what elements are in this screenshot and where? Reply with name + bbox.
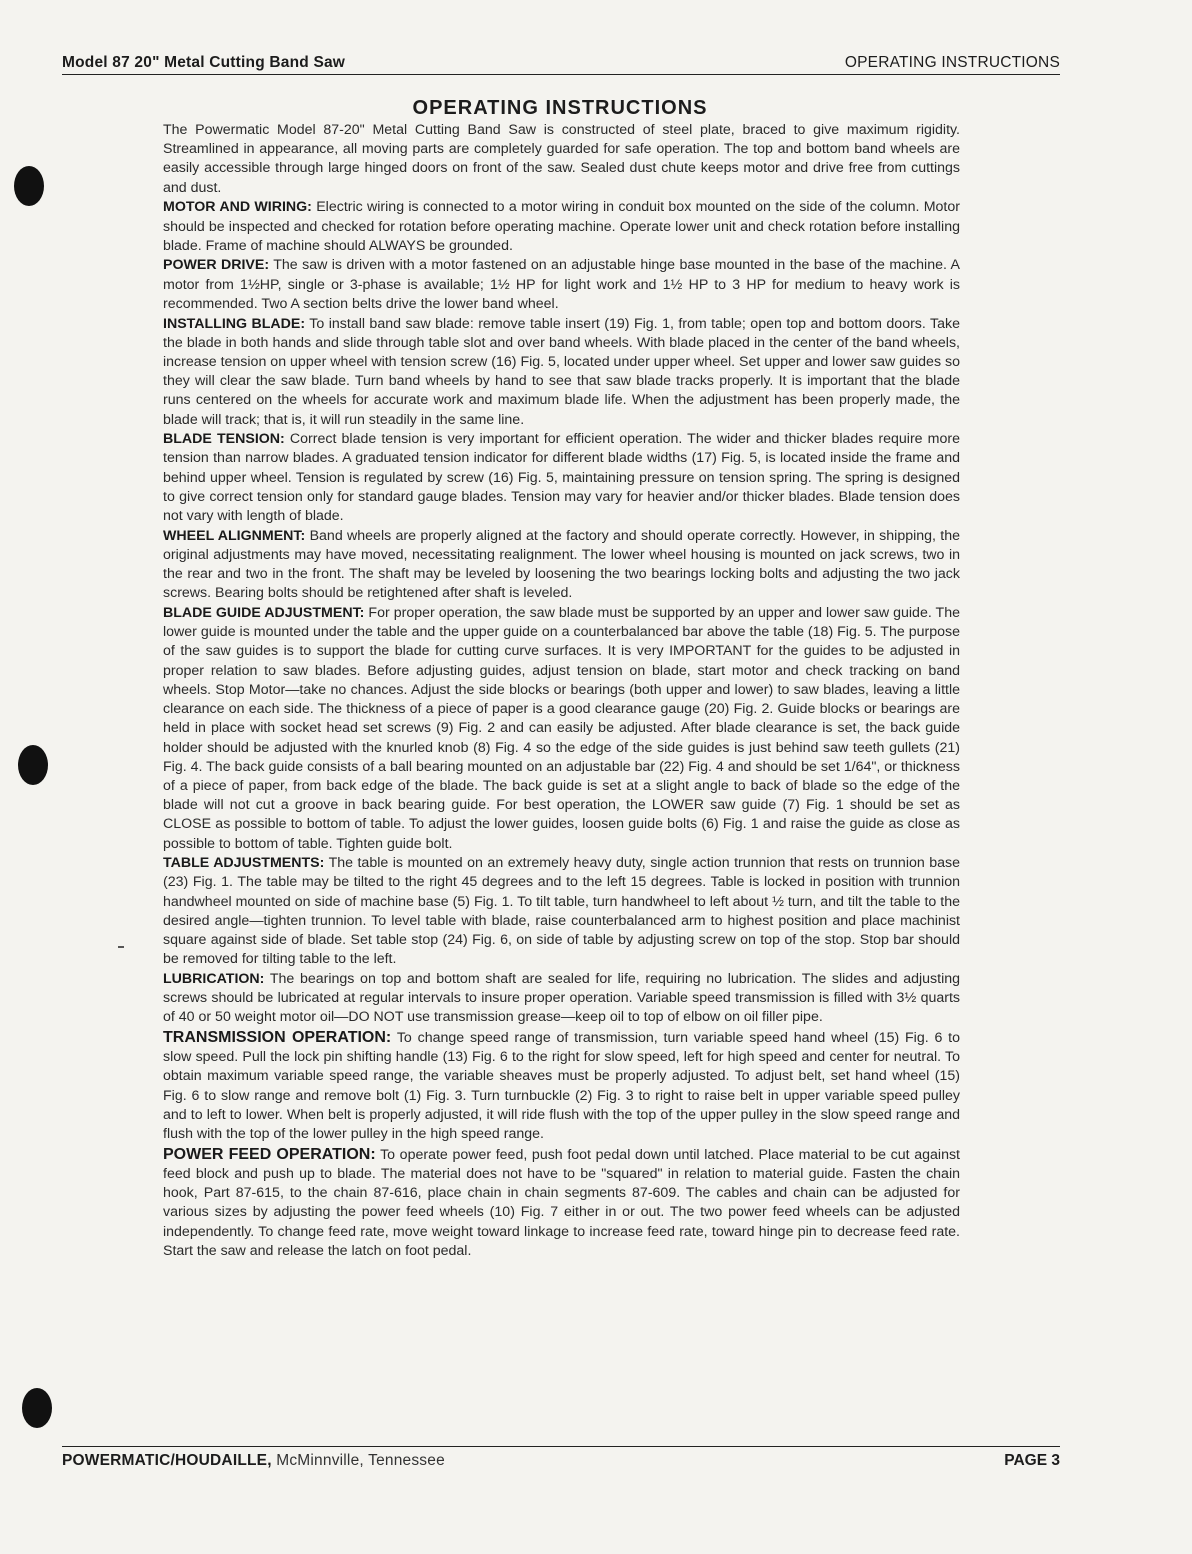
footer-rule: [62, 1446, 1060, 1447]
section-lubrication: [163, 970, 960, 1028]
footer-company: [62, 1452, 445, 1470]
section-heading: INSTALLING BLADE:: [163, 315, 306, 332]
intro-paragraph: The Powermatic Model 87-20" Metal Cutting Band Saw is constructed of steel plate, braced to give maximum rigidity. Streamlined in appearance, all moving parts are completely guarded for safe operation. The top and bottom band wheels are easily accessible through large hinged doors on front of the saw. Sealed dust chute keeps motor and drive free from cuttings and dust.: [163, 122, 960, 196]
section-text: The table is mounted on an extremely heavy duty, single action trunnion that rests on trunnion base (23) Fig. 1. The table may be tilted to the right 45 degrees and to the left 15 degrees. Table is locked in position with trunnion handwheel mounted on side of machine base (5) Fig. 1. To tilt table, turn handwheel to left about ½ turn, and tilt the table to the desired angle—tighten trunnion. To level table with blade, raise counterbalanced arm to highest position and place machinist square against side of blade. Set table stop (24) Fig. 6, on side of table by adjusting screw on top of the stop. Stop bar should be removed for tilting table to the left.: [163, 855, 960, 968]
company-name: POWERMATIC/HOUDAILLE,: [62, 1452, 272, 1469]
binder-hole: [22, 1388, 52, 1428]
section-text: For proper operation, the saw blade must be supported by an upper and lower saw guide. The lower guide is mounted under the table and the upper guide on a counterbalanced bar above the table (18) Fig. 5. The purpose of the saw guides is to support the blade for cutting curve surfaces. It is very IMPORTANT for the guides to be adjusted in proper relation to saw blades. Before adjusting guides, adjust tension on blade, start motor and check tracking on band wheels. Stop Motor—take no chances. Adjust the side blocks or bearings (both upper and lower) to saw blades, leaving a little clearance on each side. The thickness of a piece of paper is a good clearance gauge (20) Fig. 2. Guide blocks or bearings are held in place with socket head set screws (9) Fig. 2 and can easily be adjusted. After blade clearance is set, the back guide holder should be adjusted with the knurled knob (8) Fig. 4 so the edge of the side guides is just behind saw teeth gullets (21) Fig. 4. The back guide consists of a ball bearing mounted on an adjustable bar (22) Fig. 4 and should be set 1/64", or thickness of a piece of paper, from back edge of the blade. The back guide is set at a slight angle to back of blade so the edge of the blade will not cut a groove in back bearing guide. For best operation, the LOWER saw guide (7) Fig. 1 should be set as CLOSE as possible to bottom of table. To adjust the lower guides, loosen guide bolts (6) Fig. 1 and raise the guide as close as possible to bottom of table. Tighten guide bolt.: [163, 605, 960, 852]
section-heading: LUBRICATION:: [163, 970, 265, 987]
section-text: The bearings on top and bottom shaft are sealed for life, requiring no lubrication. The slides and adjusting screws should be lubricated at regular intervals to insure proper operation. Variable speed transmission is filled with 3½ quarts of 40 or 50 weight motor oil—DO NOT use transmission grease—keep oil to top of elbow on oil filler pipe.: [163, 970, 960, 1026]
section-text: Correct blade tension is very important for efficient operation. The wider and thicker blades require more tension than narrow blades. A graduated tension indicator for different blade widths (17) Fig. 5, is located inside the frame and behind upper wheel. Tension is regulated by screw (16) Fig. 5, maintaining pressure on tension spring. The spring is designed to give correct tension only for standard gauge blades. Tension may vary for heavier and/or thicker blades. Blade tension does not vary with length of blade.: [163, 431, 960, 525]
section-heading: BLADE GUIDE ADJUSTMENT:: [163, 605, 365, 622]
binder-hole: [14, 166, 44, 206]
section-text: To change speed range of transmission, turn variable speed hand wheel (15) Fig. 6 to slow speed. Pull the lock pin shifting handle (13) Fig. 6 to the right for slow speed, left for high speed and center for neutral. To obtain maximum variable speed range, the variable sheaves must be properly adjusted. To adjust belt, set hand wheel (15) Fig. 6 to slow range and remove bolt (1) Fig. 3. Turn turnbuckle (2) Fig. 3 to right to raise belt in upper variable speed pulley and to left to lower. When belt is properly adjusted, it will ride flush with the top of the upper pulley in the slow speed range and flush with the top of the lower pulley in the high speed range.: [163, 1030, 961, 1143]
margin-mark: [118, 946, 124, 948]
section-heading: WHEEL ALIGNMENT:: [163, 527, 306, 544]
header-rule: [62, 74, 1060, 75]
section-motor-wiring: [163, 198, 960, 256]
page-number: PAGE 3: [1004, 1452, 1060, 1469]
instructions-body: [163, 121, 960, 1261]
header-section: OPERATING INSTRUCTIONS: [844, 54, 1060, 71]
section-heading: TRANSMISSION OPERATION:: [163, 1029, 392, 1047]
section-table-adjustments: [163, 854, 960, 969]
section-installing-blade: [163, 315, 960, 430]
page-footer: [62, 1452, 1060, 1470]
company-city: McMinnville, Tennessee: [276, 1452, 445, 1469]
section-power-drive: [163, 256, 960, 314]
section-wheel-alignment: [163, 527, 960, 604]
header-model: Model 87 20" Metal Cutting Band Saw: [62, 54, 346, 71]
section-heading: POWER DRIVE:: [163, 257, 270, 274]
section-power-feed-operation: [163, 1145, 960, 1261]
section-heading: TABLE ADJUSTMENTS:: [163, 855, 325, 872]
section-blade-tension: [163, 430, 960, 526]
section-blade-guide-adjustment: [163, 604, 960, 854]
section-text: Band wheels are properly aligned at the factory and should operate correctly. However, in shipping, the original adjustments may have moved, necessitating realignment. The lower wheel housing is mounted on jack screws, two in the rear and two in the front. The shaft may be leveled by loosening the two bearings locking bolts and adjusting the two jack screws. Bearing bolts should be retightened after shaft is leveled.: [163, 527, 961, 602]
binder-hole: [18, 745, 48, 785]
section-transmission-operation: [163, 1028, 960, 1144]
page-title: OPERATING INSTRUCTIONS: [412, 97, 708, 119]
section-heading: BLADE TENSION:: [163, 431, 285, 448]
section-heading: MOTOR AND WIRING:: [163, 199, 312, 216]
section-text: To operate power feed, push foot pedal down until latched. Place material to be cut against feed block and push up to blade. The material does not have to be "squared" in relation to material guide. Fasten the chain hook, Part 87-615, to the chain 87-616, place chain in chain segments 87-609. The cables and chain can be adjusted for various sizes by adjusting the power feed wheels (10) Fig. 7 either in or out. The two power feed wheels can be adjusted independently. To change feed rate, move weight toward linkage to increase feed rate, toward hinge pin to decrease feed rate. Start the saw and release the latch on foot pedal.: [163, 1146, 960, 1259]
page-header: [62, 54, 1060, 72]
section-text: To install band saw blade: remove table insert (19) Fig. 1, from table; open top and bottom doors. Take the blade in both hands and slide through table slot and over band wheels. With blade placed in the center of the band wheels, increase tension on upper wheel with tension screw (16) Fig. 5, located under upper wheel. Set upper and lower saw guides so they will clear the saw blade. Turn band wheels by hand to see that saw blade tracks properly. It is important that the blade runs centered on the wheels for accurate work and maximum blade life. When the adjustment has been properly made, the blade will track; that is, it will run steadily in the same line.: [163, 315, 960, 428]
section-text: Electric wiring is connected to a motor wiring in conduit box mounted on the side of the column. Motor should be inspected and checked for rotation before operating machine. Operate lower unit and check rotation before installing blade. Frame of machine should ALWAYS be grounded.: [163, 199, 960, 254]
section-text: The saw is driven with a motor fastened on an adjustable hinge base mounted in the base of the machine. A motor from 1½HP, single or 3-phase is available; 1½ HP for light work and 1½ HP to 3 HP for medium to heavy work is recommended. Two A section belts drive the lower band wheel.: [163, 257, 961, 312]
section-heading: POWER FEED OPERATION:: [163, 1145, 376, 1163]
